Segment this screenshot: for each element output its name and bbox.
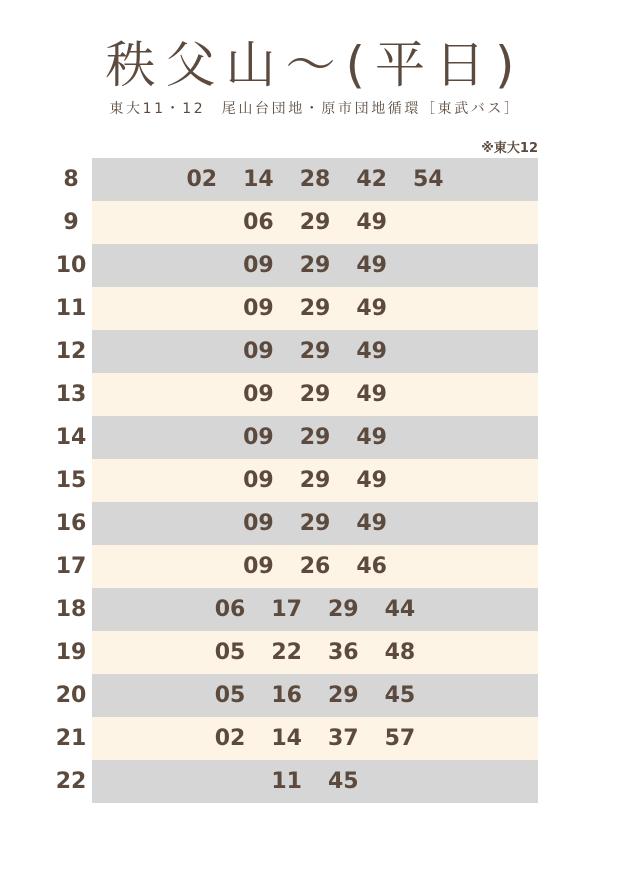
- departure-minute: 49: [356, 296, 387, 321]
- minutes-band: [92, 502, 538, 545]
- timetable: [0, 158, 630, 803]
- departure-minute: 02: [214, 726, 246, 751]
- hour-label: 19: [55, 640, 87, 665]
- minutes-band: [92, 459, 538, 502]
- departure-minute: 17: [271, 597, 302, 622]
- departure-minute: 57: [384, 726, 416, 751]
- timetable-row: [0, 545, 630, 588]
- departure-minute: 45: [384, 683, 416, 708]
- timetable-row: [0, 330, 630, 373]
- departure-minute: 28: [299, 167, 331, 192]
- hour-label: 12: [55, 339, 87, 364]
- departure-minute: 29: [299, 253, 331, 278]
- timetable-row: [0, 459, 630, 502]
- hour-label: 14: [55, 425, 87, 450]
- timetable-row: [0, 717, 630, 760]
- hour-label: 17: [55, 554, 87, 579]
- timetable-row: [0, 158, 630, 201]
- hour-label: 9: [63, 210, 79, 235]
- departure-minute: 16: [271, 683, 302, 708]
- departure-minute: 54: [412, 167, 444, 192]
- departure-minute: 29: [328, 597, 359, 622]
- timetable-row: [0, 201, 630, 244]
- departure-minute: 49: [356, 339, 387, 364]
- departure-minute: 45: [328, 769, 359, 794]
- departure-minute: 09: [243, 339, 274, 364]
- departure-minute: 29: [299, 382, 331, 407]
- departure-minute: 49: [356, 511, 387, 536]
- minutes-band: [92, 674, 538, 717]
- departure-minute: 49: [356, 253, 387, 278]
- hour-label: 22: [55, 769, 87, 794]
- departure-minute: 29: [299, 339, 331, 364]
- minutes-band: [92, 330, 538, 373]
- departure-minute: 49: [356, 425, 387, 450]
- departure-minute: 29: [299, 296, 331, 321]
- minutes-band: [92, 201, 538, 244]
- departure-minute: 11: [271, 769, 302, 794]
- departure-minute: 06: [214, 597, 246, 622]
- departure-minute: 09: [243, 511, 274, 536]
- departure-minute: 49: [356, 468, 387, 493]
- minutes-band: [92, 373, 538, 416]
- departure-minute: 09: [243, 253, 274, 278]
- hour-label: 20: [55, 683, 87, 708]
- timetable-row: [0, 373, 630, 416]
- hour-label: 16: [55, 511, 87, 536]
- departure-minute: 06: [243, 210, 274, 235]
- departure-minute: 36: [328, 640, 359, 665]
- timetable-row: [0, 502, 630, 545]
- departure-minute: 48: [384, 640, 416, 665]
- departure-minute: 49: [356, 382, 387, 407]
- hour-label: 21: [55, 726, 87, 751]
- departure-minute: 49: [356, 210, 387, 235]
- departure-minute: 29: [299, 210, 331, 235]
- departure-minute: 29: [328, 683, 359, 708]
- minutes-band: [92, 545, 538, 588]
- timetable-row: [0, 287, 630, 330]
- departure-minute: 05: [214, 640, 246, 665]
- departure-minute: 29: [299, 425, 331, 450]
- departure-minute: 14: [243, 167, 274, 192]
- minutes-band: [92, 631, 538, 674]
- departure-minute: 14: [271, 726, 302, 751]
- timetable-row: [0, 588, 630, 631]
- departure-minute: 09: [243, 468, 274, 493]
- minutes-band: [92, 760, 538, 803]
- departure-minute: 22: [271, 640, 302, 665]
- departure-minute: 29: [299, 468, 331, 493]
- hour-label: 11: [55, 296, 87, 321]
- timetable-row: [0, 244, 630, 287]
- minutes-band: [92, 158, 538, 201]
- hour-label: 10: [55, 253, 87, 278]
- departure-minute: 09: [243, 554, 274, 579]
- minutes-band: [92, 717, 538, 760]
- departure-minute: 46: [356, 554, 387, 579]
- timetable-row: [0, 416, 630, 459]
- minutes-band: [92, 416, 538, 459]
- departure-minute: 44: [384, 597, 416, 622]
- departure-minute: 09: [243, 425, 274, 450]
- timetable-row: [0, 631, 630, 674]
- departure-minute: 09: [243, 382, 274, 407]
- route-subtitle: 東大11・12 尾山台団地・原市団地循環［東武バス］: [109, 101, 521, 117]
- departure-minute: 29: [299, 511, 331, 536]
- departure-minute: 26: [299, 554, 331, 579]
- hour-label: 13: [55, 382, 87, 407]
- departure-minute: 42: [356, 167, 387, 192]
- hour-label: 18: [55, 597, 87, 622]
- departure-minute: 05: [214, 683, 246, 708]
- departure-minute: 37: [328, 726, 359, 751]
- route-note: ※東大12: [481, 141, 538, 156]
- minutes-band: [92, 244, 538, 287]
- timetable-row: [0, 760, 630, 803]
- hour-label: 15: [55, 468, 87, 493]
- hour-label: 8: [63, 167, 79, 192]
- minutes-band: [92, 287, 538, 330]
- minutes-band: [92, 588, 538, 631]
- timetable-row: [0, 674, 630, 717]
- page-title: 秩父山〜(平日): [105, 36, 525, 94]
- departure-minute: 02: [186, 167, 218, 192]
- departure-minute: 09: [243, 296, 274, 321]
